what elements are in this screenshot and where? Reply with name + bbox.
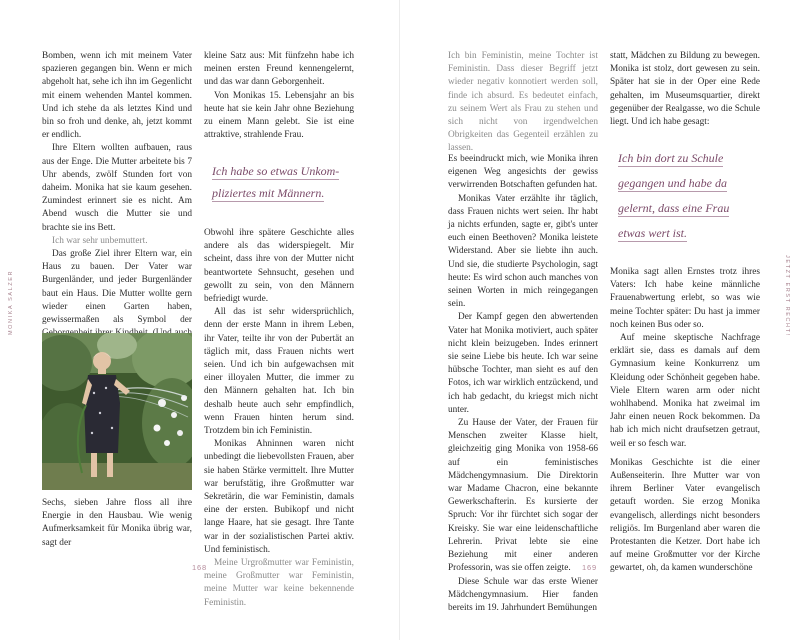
paragraph: Von Monikas 15. Lebensjahr an bis heute hat sie kein Jahr ohne Beziehung zu einem Mann gelebt. Sie ist eine attraktive, strahlende Frau.: [204, 90, 354, 141]
pull-quote-line: Ich habe so etwas Unkom-: [212, 164, 340, 178]
paragraph: Das große Ziel ihrer Eltern war, ein Haus zu bauen. Der Vater war Burgenländer, und jeder Burgenländer baut ein Haus. Die Mutter wollte gern wieder einen Garten haben, gewissermaßen als Symbol der: [42, 249, 192, 326]
paragraph: Zu Hause der Vater, der Frauen für Menschen zweiter Klasse hielt, gleichzeitig ging Monika von 1958-66 auf ein feministisches Mädchengymnasium. Die Direktorin war Madame Chacron, eine bekannte Gewerkschafterin. Es kursierte der Spruch: Vor ihr fürchtet sich sogar der Kreisky. Sie war eine leidenschaftliche Lehrerin. Privat lebte sie eine Beziehung mit einer anderen Professorin, was sie offen zeigte.: [448, 418, 598, 574]
paragraph: Obwohl ihre spätere Geschichte alles andere als das widerspiegelt. Mir scheint, dass ihre von der Mutter nicht beantwortete Sehnsucht, gesehen und gewollt zu sein, von den Männern befriedigt wurde.: [204, 228, 354, 305]
page-number-right: 169: [582, 563, 597, 572]
paragraph: Bomben, wenn ich mit meinem Vater spazieren gegangen bin. Wenn er mich abgeholt hat, sehe ich ihn im Gegenlicht mit einem wehenden Mantel kommen. Und ich stehe da als letztes Kind und bin so froh und denke, ah, jetzt kommt er endlich.: [42, 51, 192, 141]
running-head-left: MONIKA SALZER: [8, 269, 14, 335]
right-column-1: [448, 153, 598, 615]
right-column-2-main: [610, 266, 760, 576]
right-page: [400, 0, 800, 640]
paragraph: Monikas Ahninnen waren nicht unbedingt die liebevollsten Frauen, aber sie haben Stärke vermittelt. Ihre Mutter war berufstätig, ihre Großmutter war Sekretärin, die war Feministin, damals eine der ersten. Bubikopf und nicht lange Haare, hat sie gesagt. Ihre Tante war in der sozialistischen Partei aktiv. Und feministisch.: [204, 439, 354, 555]
pull-quote-line: gelernt, dass eine Frau: [618, 201, 730, 215]
paragraph: kleine Satz aus: Mit fünfzehn habe ich meinen ersten Freund kennengelernt, und das war dann Geborgenheit.: [204, 51, 354, 88]
left-column-1-bottom: [42, 497, 192, 550]
paragraph: Der Kampf gegen den abwertenden Vater hat Monika motiviert, auch später nicht klein beizugeben. Indes erinnert sie seine Liebe bis heute. Ich war seine hübsche Tochter, man sieht es auf den Fotos, ich war wirklich entzückend, und ich hab gedacht, du kriegst mich nicht unter.: [448, 312, 598, 415]
paragraph: Monika sagt allen Ernstes trotz ihres Vaters: Ich habe keine männliche Frauenabwertung erlebt, so was wie meine Tochter später: Du hast ja immer noch keinen Bus oder so.: [610, 267, 760, 330]
left-column-2: [204, 50, 354, 142]
paragraph: All das ist sehr widersprüchlich, denn der erste Mann in ihrem Leben, ihr Vater, teilte ihr von der Pubertät an täglich mit, dass Frauen nichts wert seien. Und ich bin aufgewachsen mit einer illoyalen Mutter, die immer zu den Männern gehalten hat. Ich bin deshalb heute auch sehr empfindlich, wenn Frauen hinten herum sind. Trotzdem bin ich Feministin.: [204, 307, 354, 437]
paragraph: Ich bin Feministin, meine Tochter ist Feministin. Dass dieser Begriff jetzt wieder negativ konnotiert werden soll, finde ich absurd. Es bedeutet einfach, zu seinem Wert als Frau zu stehen und sich nicht von irgendwelchen Obrigkeiten das Gegenteil erzählen zu lassen.: [448, 51, 598, 154]
page-number-left: 168: [192, 563, 207, 572]
paragraph: Es beeindruckt mich, wie Monika ihren eigenen Weg angesichts der gewiss verwirrenden Botschaften gefunden hat.: [448, 154, 598, 191]
pull-quote-right: [618, 146, 758, 246]
right-column-2: [610, 50, 760, 129]
paragraph: Sechs, sieben Jahre floss all ihre Energie in den Hausbau. Wie wenig Aufmerksamkeit für Monika übrig war, sagt der: [42, 498, 192, 548]
paragraph: Diese Schule war das erste Wiener Mädchengymnasium. Hier fanden bereits im 19. Jahrhundert Bemühungen: [448, 576, 598, 613]
left-column-2-bottom: [204, 227, 354, 610]
running-head-right: JETZT ERST RECHT!: [784, 255, 790, 337]
paragraph: Meine Urgroßmutter war Feministin, meine Großmutter war Feministin, meine Mutter war keine bekennende Feministin.: [204, 558, 354, 608]
paragraph: Auf meine skeptische Nachfrage erklärt sie, dass es damals auf dem Gymnasium keine Konkurrenz um Kleidung oder Schönheit gegeben habe. Viele Eltern waren arm oder nicht wohlhabend. Monika hat zweimal im Jahr einen neuen Rock bekommen. Da hab ich mich nicht draufsetzen getraut, weil er so fesch war.: [610, 333, 760, 449]
pull-quote-line: gegangen und habe da: [618, 176, 727, 190]
paragraph: Monikas Geschichte ist die einer Außenseiterin. Ihre Mutter war von ihrem Berliner Vater evangelisch getauft worden. Sie erzog Monika evangelisch, allerdings nicht besonders religiös. Im Burgenland aber waren die Protestanten die Ketzer. Dort habe ich auf meine Großmutter vor der Kirche gewartet, oh, da kamen wunderschöne: [610, 457, 760, 574]
pull-quote-line: etwas wert ist.: [618, 226, 688, 240]
paragraph: Monikas Vater erzählte ihr täglich, dass Frauen nichts wert seien. Ihr habt ja nichts erfunden, sagte er, gibt's unter euch einen Beethoven? Monika leistete Widerstand. Aber sie liebte ihn auch. Und sie, die studierte Psychologin, sagt heute: Es wird schon auch manches von seinen Worten in mich reingegangen sein.: [448, 193, 598, 310]
left-column-1: [42, 50, 192, 380]
pull-quote-line: Ich bin dort zu Schule: [618, 151, 724, 165]
paragraph: statt, Mädchen zu Bildung zu bewegen. Monika ist stolz, dort gewesen zu sein. Später hat sie in der Oper eine Rede gehalten, im Museumsquartier, direkt gegenüber der Realgasse, wo die Schule liegt. Und ich habe gesagt:: [610, 51, 760, 128]
woman-with-garden-hose-image: [42, 333, 192, 490]
left-page: [0, 0, 398, 640]
garden-photo: [42, 333, 192, 490]
right-column-1-top: [448, 50, 598, 156]
paragraph: Ich war sehr unbemuttert.: [52, 235, 148, 246]
pull-quote-line: pliziertes mit Männern.: [212, 186, 325, 200]
paragraph: Ihre Eltern wollten aufbauen, raus aus der Enge. Die Mutter arbeitete bis 7 Uhr abends, zwölf Stunden fort von daheim. Monika hat sie kaum gesehen. Zumindest erinnert sie es nicht. Am Abend wusch die Mutter sie und brachte sie ins Bett.: [42, 143, 192, 233]
pull-quote-left: [212, 160, 352, 204]
